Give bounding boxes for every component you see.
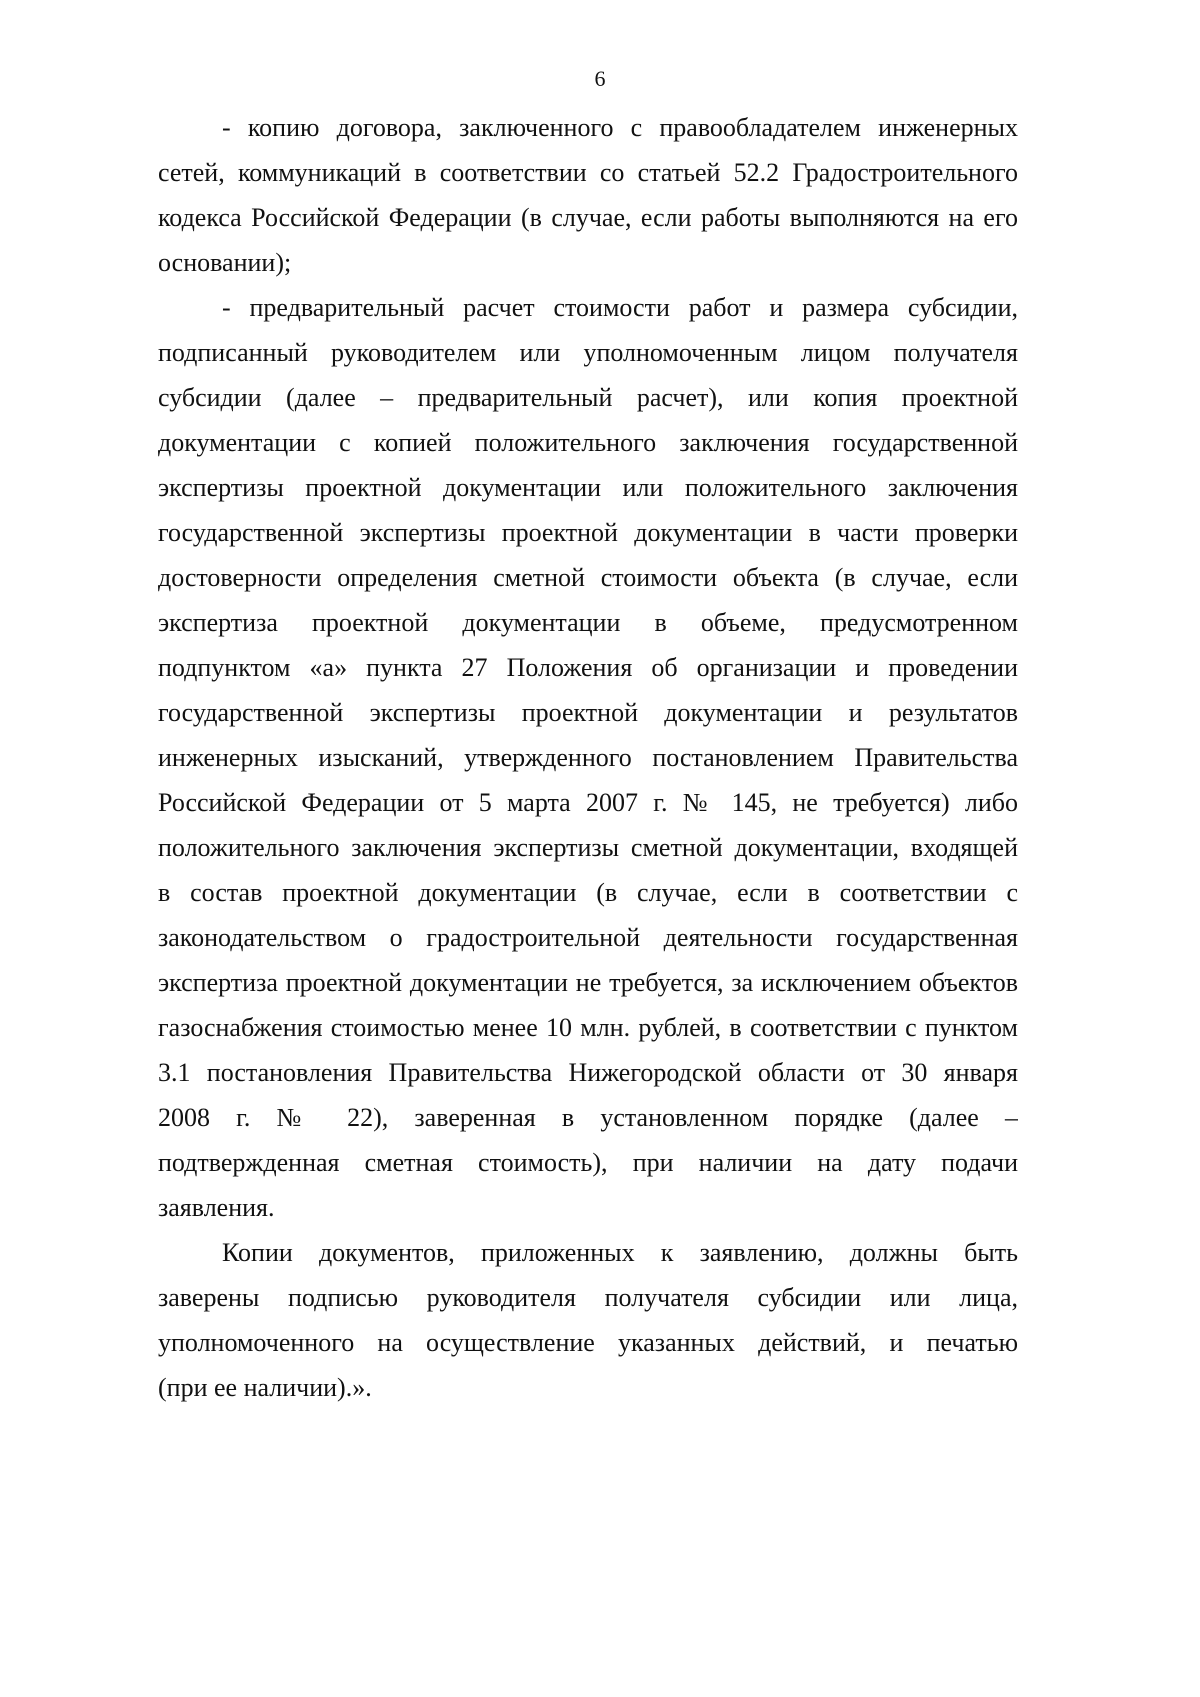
text-line: 3.1 постановления Правительства Нижегородской области от 30 января [158,1058,1018,1087]
text-line: Копии документов, приложенных к заявлению, должны быть [222,1238,1018,1267]
text-line: подписанный руководителем или уполномоченным лицом получателя [158,338,1018,367]
paragraph [158,1230,1018,1410]
text-line: подпунктом «а» пункта 27 Положения об организации и проведении [158,653,1018,682]
document-body [158,105,1018,1410]
text-line: (при ее наличии).». [158,1373,372,1402]
text-line: государственной экспертизы проектной документации в части проверки [158,518,1018,547]
text-line: инженерных изысканий, утвержденного постановлением Правительства [158,743,1018,772]
text-line: законодательством о градостроительной деятельности государственная [158,923,1018,952]
text-line: 2008 г. № 22), заверенная в установленном порядке (далее – [158,1103,1018,1132]
text-line: газоснабжения стоимостью менее 10 млн. рублей, в соответствии с пунктом [158,1013,1018,1042]
text-line: Российской Федерации от 5 марта 2007 г. № 145, не требуется) либо [158,788,1018,817]
text-line: в состав проектной документации (в случае, если в соответствии с [158,878,1018,907]
text-line: государственной экспертизы проектной документации и результатов [158,698,1018,727]
text-line: экспертизы проектной документации или положительного заключения [158,473,1018,502]
text-line: уполномоченного на осуществление указанных действий, и печатью [158,1328,1018,1357]
text-line: сетей, коммуникаций в соответствии со статьей 52.2 Градостроительного [158,158,1018,187]
text-line: подтвержденная сметная стоимость), при наличии на дату подачи [158,1148,1018,1177]
text-line: - копию договора, заключенного с правообладателем инженерных [222,113,1018,142]
text-line: заверены подписью руководителя получателя субсидии или лица, [158,1283,1018,1312]
text-line: - предварительный расчет стоимости работ и размера субсидии, [222,293,1018,322]
paragraph [158,105,1018,285]
text-line: достоверности определения сметной стоимости объекта (в случае, если [158,563,1018,592]
text-line: кодекса Российской Федерации (в случае, если работы выполняются на его [158,203,1018,232]
text-line: положительного заключения экспертизы сметной документации, входящей [158,833,1018,862]
text-line: субсидии (далее – предварительный расчет), или копия проектной [158,383,1018,412]
text-line: основании); [158,248,292,277]
text-line: экспертиза проектной документации не требуется, за исключением объектов [158,968,1018,997]
page-number: 6 [594,66,606,91]
text-line: экспертиза проектной документации в объеме, предусмотренном [158,608,1018,637]
text-line: документации с копией положительного заключения государственной [158,428,1018,457]
text-line: заявления. [158,1193,275,1222]
paragraph [158,285,1018,1230]
